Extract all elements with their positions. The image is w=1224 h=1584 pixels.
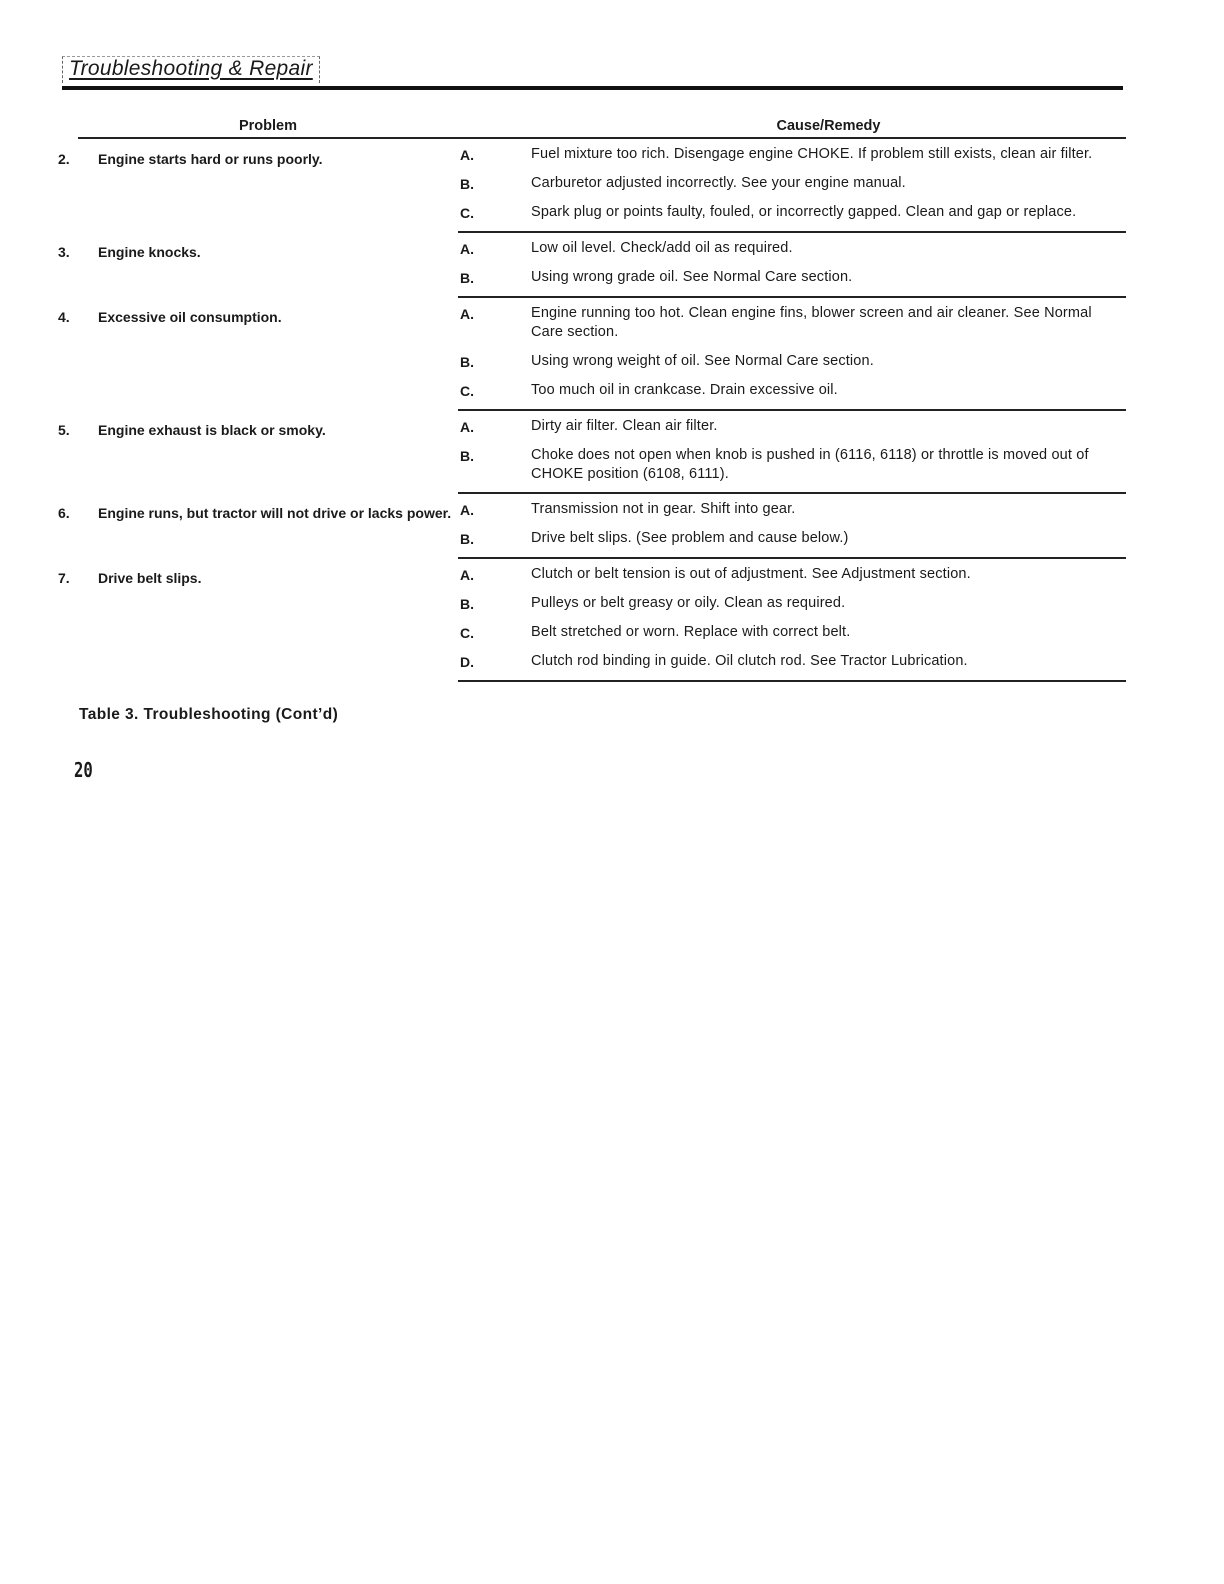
cause-remedy-text: Belt stretched or worn. Replace with correct belt.: [531, 624, 851, 640]
cause-letter: A.: [460, 567, 474, 583]
letter-column-header: [458, 116, 531, 138]
problem-number: 3.: [58, 244, 70, 260]
cause-letter: C.: [460, 625, 474, 641]
page-number: 20: [74, 758, 93, 782]
cause-letter: C.: [458, 197, 531, 232]
problem-cell: [58, 232, 458, 297]
problem-number: 2.: [58, 151, 70, 167]
cause-remedy-text: Spark plug or points faulty, fouled, or incorrectly gapped. Clean and gap or replace.: [531, 197, 1126, 232]
cause-letter: A.: [460, 306, 474, 322]
cause-letter: A.: [460, 241, 474, 257]
table-body: [58, 138, 1126, 681]
cause-letter: B.: [458, 262, 531, 297]
cause-remedy-text: Dirty air filter. Clean air filter.: [531, 418, 718, 434]
cause-letter: B.: [458, 523, 531, 558]
cause-remedy-text: Using wrong grade oil. See Normal Care section.: [531, 262, 1126, 297]
cause-remedy-text: Fuel mixture too rich. Disengage engine CHOKE. If problem still exists, clean air filter.: [531, 146, 1093, 162]
cause-letter: B.: [460, 176, 474, 192]
cause-letter: D.: [458, 646, 531, 681]
cause-remedy-text: Carburetor adjusted incorrectly. See your engine manual.: [531, 175, 906, 191]
table-row: [78, 410, 1126, 440]
cause-letter: C.: [458, 375, 531, 410]
problem-text: Engine knocks.: [98, 244, 201, 260]
cause-remedy-text: Drive belt slips. (See problem and cause below.): [531, 523, 1126, 558]
problem-column-header: Problem: [78, 116, 458, 138]
problem-cell: [58, 558, 458, 681]
table-row: [78, 493, 1126, 523]
cause-remedy-text: Clutch rod binding in guide. Oil clutch rod. See Tractor Lubrication.: [531, 646, 1126, 681]
cause-letter: B.: [460, 596, 474, 612]
problem-text: Engine runs, but tractor will not drive or lacks power.: [98, 505, 452, 521]
table-row: [78, 297, 1126, 346]
problem-number: 4.: [58, 309, 70, 325]
cause-remedy-text: Clutch or belt tension is out of adjustment. See Adjustment section.: [531, 566, 971, 582]
cause-remedy-text: Pulleys or belt greasy or oily. Clean as required.: [531, 595, 846, 611]
section-title: Troubleshooting & Repair: [62, 56, 320, 83]
table-caption: Table 3. Troubleshooting (Cont’d): [79, 706, 339, 723]
problem-cell: [58, 138, 458, 232]
cause-remedy-text: Transmission not in gear. Shift into gear.: [531, 501, 796, 517]
table-row: [78, 232, 1126, 262]
table-row: [78, 138, 1126, 168]
problem-cell: [58, 410, 458, 493]
cause-remedy-column-header: Cause/Remedy: [531, 116, 1126, 138]
table-row: [78, 558, 1126, 588]
cause-remedy-text: Using wrong weight of oil. See Normal Care section.: [531, 353, 874, 369]
problem-text: Excessive oil consumption.: [98, 309, 282, 325]
troubleshooting-table: [58, 116, 1126, 682]
problem-text: Drive belt slips.: [98, 570, 202, 586]
problem-number: 6.: [58, 505, 70, 521]
cause-letter: A.: [460, 419, 474, 435]
problem-number: 7.: [58, 570, 70, 586]
cause-letter: A.: [460, 502, 474, 518]
table-header-row: [78, 116, 1126, 138]
cause-remedy-text: Engine running too hot. Clean engine fins, blower screen and air cleaner. See Normal Care section.: [531, 305, 1092, 340]
problem-cell: [58, 297, 458, 410]
cause-letter: B.: [458, 440, 531, 493]
problem-text: Engine starts hard or runs poorly.: [98, 151, 323, 167]
header-rule: [62, 86, 1123, 90]
cause-remedy-text: Too much oil in crankcase. Drain excessive oil.: [531, 375, 1126, 410]
cause-remedy-text: Low oil level. Check/add oil as required.: [531, 240, 793, 256]
problem-text: Engine exhaust is black or smoky.: [98, 422, 326, 438]
problem-number: 5.: [58, 422, 70, 438]
cause-remedy-text: Choke does not open when knob is pushed in (6116, 6118) or throttle is moved out of CHOKE position (6108, 6111).: [531, 440, 1126, 493]
problem-cell: [58, 493, 458, 558]
cause-letter: B.: [460, 354, 474, 370]
cause-letter: A.: [460, 147, 474, 163]
